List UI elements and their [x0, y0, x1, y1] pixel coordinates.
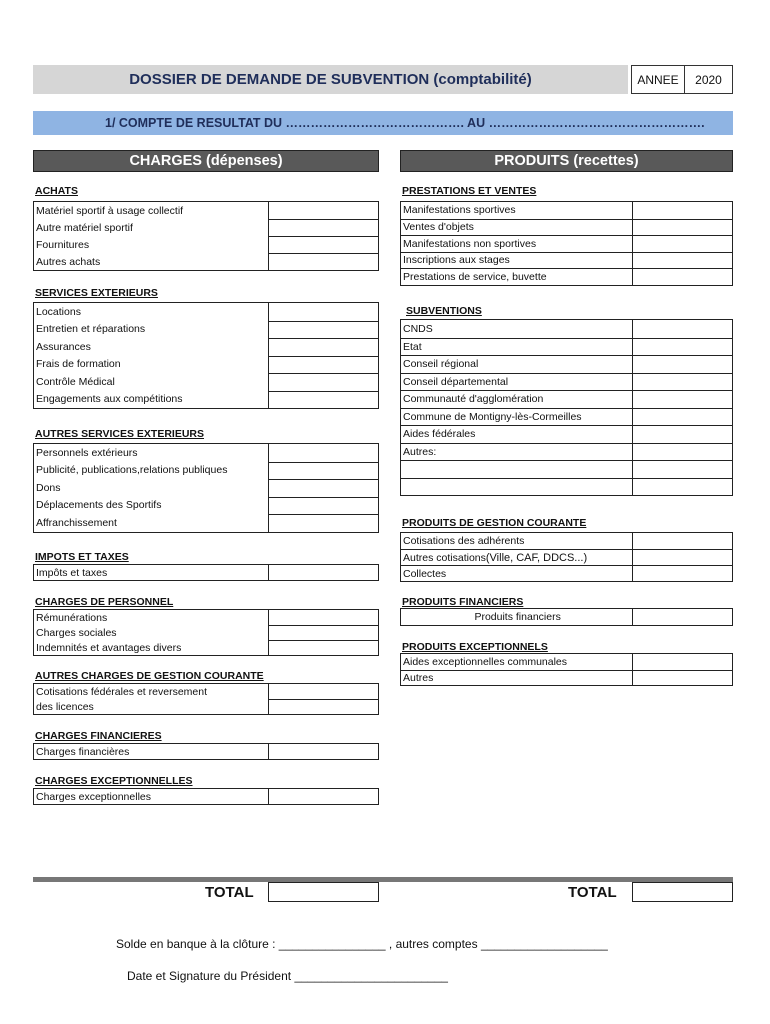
row-label: Contrôle Médical [36, 375, 115, 388]
row-label-blank[interactable] [401, 479, 632, 496]
amount-field[interactable] [632, 461, 732, 478]
row-label: Charges financières [36, 745, 130, 758]
table-charges-exceptionnelles [33, 788, 379, 805]
amount-field[interactable] [632, 339, 732, 356]
row-label: Autres [403, 671, 434, 684]
amount-field[interactable] [632, 409, 732, 426]
section-subventions: SUBVENTIONS [406, 305, 482, 317]
amount-field[interactable] [268, 391, 378, 409]
amount-field[interactable] [632, 236, 732, 252]
amount-field[interactable] [268, 219, 378, 236]
row-label: Frais de formation [36, 358, 121, 371]
row-label-text: Autres cotisations [403, 551, 486, 564]
table-row [34, 356, 378, 374]
table-row [401, 219, 732, 236]
row-label: Locations [36, 305, 81, 318]
row-label: Matériel sportif à usage collectif [36, 204, 184, 217]
table-row [401, 268, 732, 285]
table-row [34, 462, 378, 480]
amount-field[interactable] [268, 321, 378, 339]
section-personnel: CHARGES DE PERSONNEL [35, 596, 174, 608]
row-label: Fournitures [36, 238, 90, 251]
table-row [401, 565, 732, 581]
section-produits-financiers: PRODUITS FINANCIERS [402, 596, 524, 608]
row-label: Conseil départemental [403, 375, 509, 388]
amount-field[interactable] [632, 444, 732, 461]
table-produits-financiers [400, 608, 733, 626]
annee-label: ANNEE [631, 65, 685, 94]
table-row [34, 640, 378, 655]
amount-field[interactable] [268, 373, 378, 391]
amount-field[interactable] [268, 699, 378, 714]
table-row [34, 219, 378, 236]
row-label: Indemnités et avantages divers [36, 641, 182, 654]
amount-field[interactable] [632, 426, 732, 443]
table-row [34, 497, 378, 515]
table-row [34, 789, 378, 804]
amount-field[interactable] [632, 533, 732, 549]
table-row [401, 373, 732, 391]
amount-field[interactable] [268, 625, 378, 640]
row-label-suffix: (Ville, CAF, DDCS...) [485, 551, 588, 564]
row-label: CNDS [403, 322, 433, 335]
row-label: Impôts et taxes [36, 566, 108, 579]
table-row [401, 533, 732, 549]
table-achats [33, 201, 379, 271]
amount-field[interactable] [632, 550, 732, 565]
amount-field[interactable] [632, 253, 732, 269]
table-row [401, 609, 732, 625]
table-row [401, 408, 732, 426]
amount-field[interactable] [268, 789, 378, 804]
annee-value[interactable]: 2020 [684, 65, 733, 94]
row-label-blank[interactable] [401, 461, 632, 478]
amount-field[interactable] [268, 253, 378, 270]
section-gestion-courante: AUTRES CHARGES DE GESTION COURANTE [35, 670, 264, 682]
table-row [34, 444, 378, 462]
table-row [401, 390, 732, 408]
row-label: Manifestations non sportives [403, 237, 537, 250]
table-row [34, 699, 378, 714]
table-row [401, 320, 732, 338]
row-label: Aides fédérales [403, 428, 476, 441]
table-row [401, 654, 732, 670]
produits-total-label: TOTAL [568, 884, 617, 901]
table-row [401, 478, 732, 496]
section-charges-exceptionnelles: CHARGES EXCEPTIONNELLES [35, 775, 193, 787]
row-label: Commune de Montigny-lès-Cormeilles [403, 410, 582, 423]
amount-field[interactable] [268, 744, 378, 759]
table-row [34, 479, 378, 497]
table-personnel [33, 609, 379, 656]
produits-total-field[interactable] [632, 882, 733, 902]
amount-field[interactable] [268, 479, 378, 497]
charges-total-label: TOTAL [205, 884, 254, 901]
solde-line[interactable]: Solde en banque à la clôture : ________________ , autres comptes ___________________ [116, 937, 608, 951]
amount-field[interactable] [268, 640, 378, 655]
table-services-exterieurs [33, 302, 379, 409]
amount-field[interactable] [632, 202, 732, 219]
table-produits-gestion-courante [400, 532, 733, 582]
table-row [34, 321, 378, 339]
section-produits-gestion-courante: PRODUITS DE GESTION COURANTE [402, 517, 587, 529]
table-row [34, 744, 378, 759]
section-prestations: PRESTATIONS ET VENTES [402, 185, 537, 197]
table-row [34, 514, 378, 532]
row-label: Prestations de service, buvette [403, 270, 547, 283]
row-label: Autre matériel sportif [36, 221, 133, 234]
table-row [401, 425, 732, 443]
table-row [401, 338, 732, 356]
amount-field[interactable] [632, 356, 732, 373]
amount-field[interactable] [632, 566, 732, 581]
table-impots [33, 564, 379, 581]
row-label: Etat [403, 340, 422, 353]
section-produits-exceptionnels: PRODUITS EXCEPTIONNELS [402, 641, 548, 653]
row-label: Assurances [36, 340, 91, 353]
row-label: Collectes [403, 567, 447, 580]
row-label: Manifestations sportives [403, 204, 516, 217]
section-achats: ACHATS [35, 185, 78, 197]
amount-field[interactable] [632, 609, 732, 625]
row-label: des licences [36, 700, 94, 713]
table-row [401, 202, 732, 219]
amount-field[interactable] [268, 462, 378, 480]
amount-field[interactable] [632, 479, 732, 496]
amount-field[interactable] [632, 391, 732, 408]
amount-field[interactable] [632, 320, 732, 338]
row-label: Cotisations des adhérents [403, 535, 525, 547]
row-label [401, 550, 632, 565]
row-label: Engagements aux compétitions [36, 393, 183, 406]
row-label: Dons [36, 481, 61, 494]
section-charges-financieres: CHARGES FINANCIERES [35, 730, 162, 742]
table-charges-financieres [33, 743, 379, 760]
table-row [34, 253, 378, 270]
table-row [401, 443, 732, 461]
table-row [34, 625, 378, 640]
amount-field[interactable] [632, 671, 732, 686]
row-label: Déplacements des Sportifs [36, 499, 162, 512]
charges-header: CHARGES (dépenses) [33, 150, 379, 172]
row-label: Personnels extérieurs [36, 446, 138, 459]
amount-field[interactable] [268, 610, 378, 625]
amount-field[interactable] [268, 356, 378, 374]
row-label: Rémunérations [36, 611, 108, 624]
amount-field[interactable] [632, 374, 732, 391]
charges-total-field[interactable] [268, 882, 379, 902]
row-label: Communauté d'agglomération [403, 393, 544, 406]
row-label: Affranchissement [36, 516, 117, 529]
amount-field[interactable] [268, 202, 378, 219]
amount-field[interactable] [268, 303, 378, 321]
amount-field[interactable] [268, 444, 378, 462]
amount-field[interactable] [268, 497, 378, 515]
amount-field[interactable] [268, 338, 378, 356]
table-row [401, 549, 732, 565]
row-label: Charges sociales [36, 626, 117, 639]
total-divider [33, 877, 733, 882]
row-label: Publicité, publications,relations publiques [36, 464, 228, 477]
signature-line[interactable]: Date et Signature du Président _______________________ [127, 969, 448, 983]
table-prestations [400, 201, 733, 286]
table-row [401, 355, 732, 373]
section-services-exterieurs: SERVICES EXTERIEURS [35, 287, 158, 299]
table-row [34, 684, 378, 699]
amount-field[interactable] [268, 236, 378, 253]
table-row [34, 610, 378, 625]
row-label: Autres: [403, 445, 437, 458]
table-row [34, 565, 378, 580]
amount-field[interactable] [268, 684, 378, 699]
amount-field[interactable] [268, 514, 378, 532]
table-row [401, 670, 732, 686]
row-label: Produits financiers [474, 611, 561, 623]
table-row [34, 338, 378, 356]
section-impots: IMPOTS ET TAXES [35, 551, 129, 563]
table-row [34, 303, 378, 321]
amount-field[interactable] [632, 269, 732, 285]
table-gestion-courante [33, 683, 379, 715]
table-row [401, 235, 732, 252]
row-label: Charges exceptionnelles [36, 790, 151, 803]
document-title: DOSSIER DE DEMANDE DE SUBVENTION (comptabilité) [33, 65, 628, 94]
table-autres-services-exterieurs [33, 443, 379, 533]
table-subventions [400, 319, 733, 496]
compte-resultat-bar: 1/ COMPTE DE RESULTAT DU ……………………………………. AU ……………………………………………. [33, 111, 733, 135]
amount-field[interactable] [268, 565, 378, 580]
section-autres-services-exterieurs: AUTRES SERVICES EXTERIEURS [35, 428, 205, 440]
row-label: Autres achats [36, 255, 101, 268]
amount-field[interactable] [632, 220, 732, 236]
table-row [34, 391, 378, 409]
row-label: Entretien et réparations [36, 323, 146, 336]
table-row [34, 236, 378, 253]
row-label: Cotisations fédérales et reversement [36, 685, 207, 698]
table-produits-exceptionnels [400, 653, 733, 686]
row-label: Conseil régional [403, 358, 479, 371]
row-label: Ventes d'objets [403, 221, 474, 234]
table-row [34, 373, 378, 391]
table-row [401, 252, 732, 269]
amount-field[interactable] [632, 654, 732, 670]
produits-header: PRODUITS (recettes) [400, 150, 733, 172]
row-label: Inscriptions aux stages [403, 254, 510, 267]
row-label: Aides exceptionnelles communales [403, 655, 568, 668]
table-row [401, 460, 732, 478]
table-row [34, 202, 378, 219]
